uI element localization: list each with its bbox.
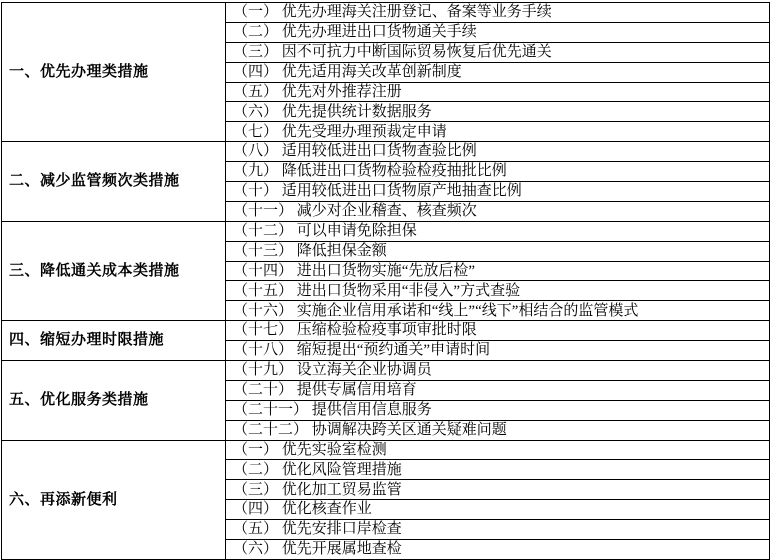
table-row	[2, 361, 770, 381]
measure-cell: （十九） 设立海关企业协调员	[226, 361, 770, 381]
category-cell: 五、优化服务类措施	[2, 361, 226, 441]
measure-cell: （二十二） 协调解决跨关区通关疑难问题	[226, 420, 770, 440]
category-cell: 一、优先办理类措施	[2, 3, 226, 142]
measure-cell: （二十一） 提供信用信息服务	[226, 400, 770, 420]
measure-cell: （十八） 缩短提出“预约通关”申请时间	[226, 341, 770, 361]
measure-cell: （十二） 可以申请免除担保	[226, 221, 770, 241]
table-row	[2, 321, 770, 341]
measure-cell: （十五） 进出口货物采用“非侵入”方式查验	[226, 281, 770, 301]
measure-cell: （十） 适用较低进出口货物原产地抽查比例	[226, 182, 770, 202]
measure-cell: （二） 优化风险管理措施	[226, 460, 770, 480]
measure-cell: （一） 优先实验室检测	[226, 440, 770, 460]
measure-cell: （二十） 提供专属信用培育	[226, 380, 770, 400]
measure-cell: （十四） 进出口货物实施“先放后检”	[226, 261, 770, 281]
measure-cell: （十一） 减少对企业稽查、核查频次	[226, 201, 770, 221]
measure-cell: （三） 优化加工贸易监管	[226, 480, 770, 500]
measures-table	[1, 2, 770, 560]
measure-cell: （十七） 压缩检验检疫事项审批时限	[226, 321, 770, 341]
table-row	[2, 142, 770, 162]
measure-cell: （八） 适用较低进出口货物查验比例	[226, 142, 770, 162]
category-cell: 四、缩短办理时限措施	[2, 321, 226, 361]
category-cell: 三、降低通关成本类措施	[2, 221, 226, 320]
table-row	[2, 440, 770, 460]
table-row	[2, 221, 770, 241]
measure-cell: （二） 优先办理进出口货物通关手续	[226, 22, 770, 42]
table-row	[2, 3, 770, 23]
measure-cell: （十六） 实施企业信用承诺和“线上”“线下”相结合的监管模式	[226, 301, 770, 321]
measure-cell: （五） 优先对外推荐注册	[226, 82, 770, 102]
measure-cell: （六） 优先提供统计数据服务	[226, 102, 770, 122]
measure-cell: （四） 优化核查作业	[226, 500, 770, 520]
measure-cell: （一） 优先办理海关注册登记、备案等业务手续	[226, 3, 770, 23]
measure-cell: （四） 优先适用海关改革创新制度	[226, 62, 770, 82]
measure-cell: （五） 优先安排口岸检查	[226, 520, 770, 540]
measure-cell: （七） 优先受理办理预裁定申请	[226, 122, 770, 142]
measure-cell: （十三） 降低担保金额	[226, 241, 770, 261]
measure-cell: （三） 因不可抗力中断国际贸易恢复后优先通关	[226, 42, 770, 62]
category-cell: 二、减少监管频次类措施	[2, 142, 226, 222]
measure-cell: （六） 优先开展属地查检	[226, 540, 770, 560]
measure-cell: （九） 降低进出口货物检验检疫抽批比例	[226, 162, 770, 182]
category-cell: 六、再添新便利	[2, 440, 226, 559]
